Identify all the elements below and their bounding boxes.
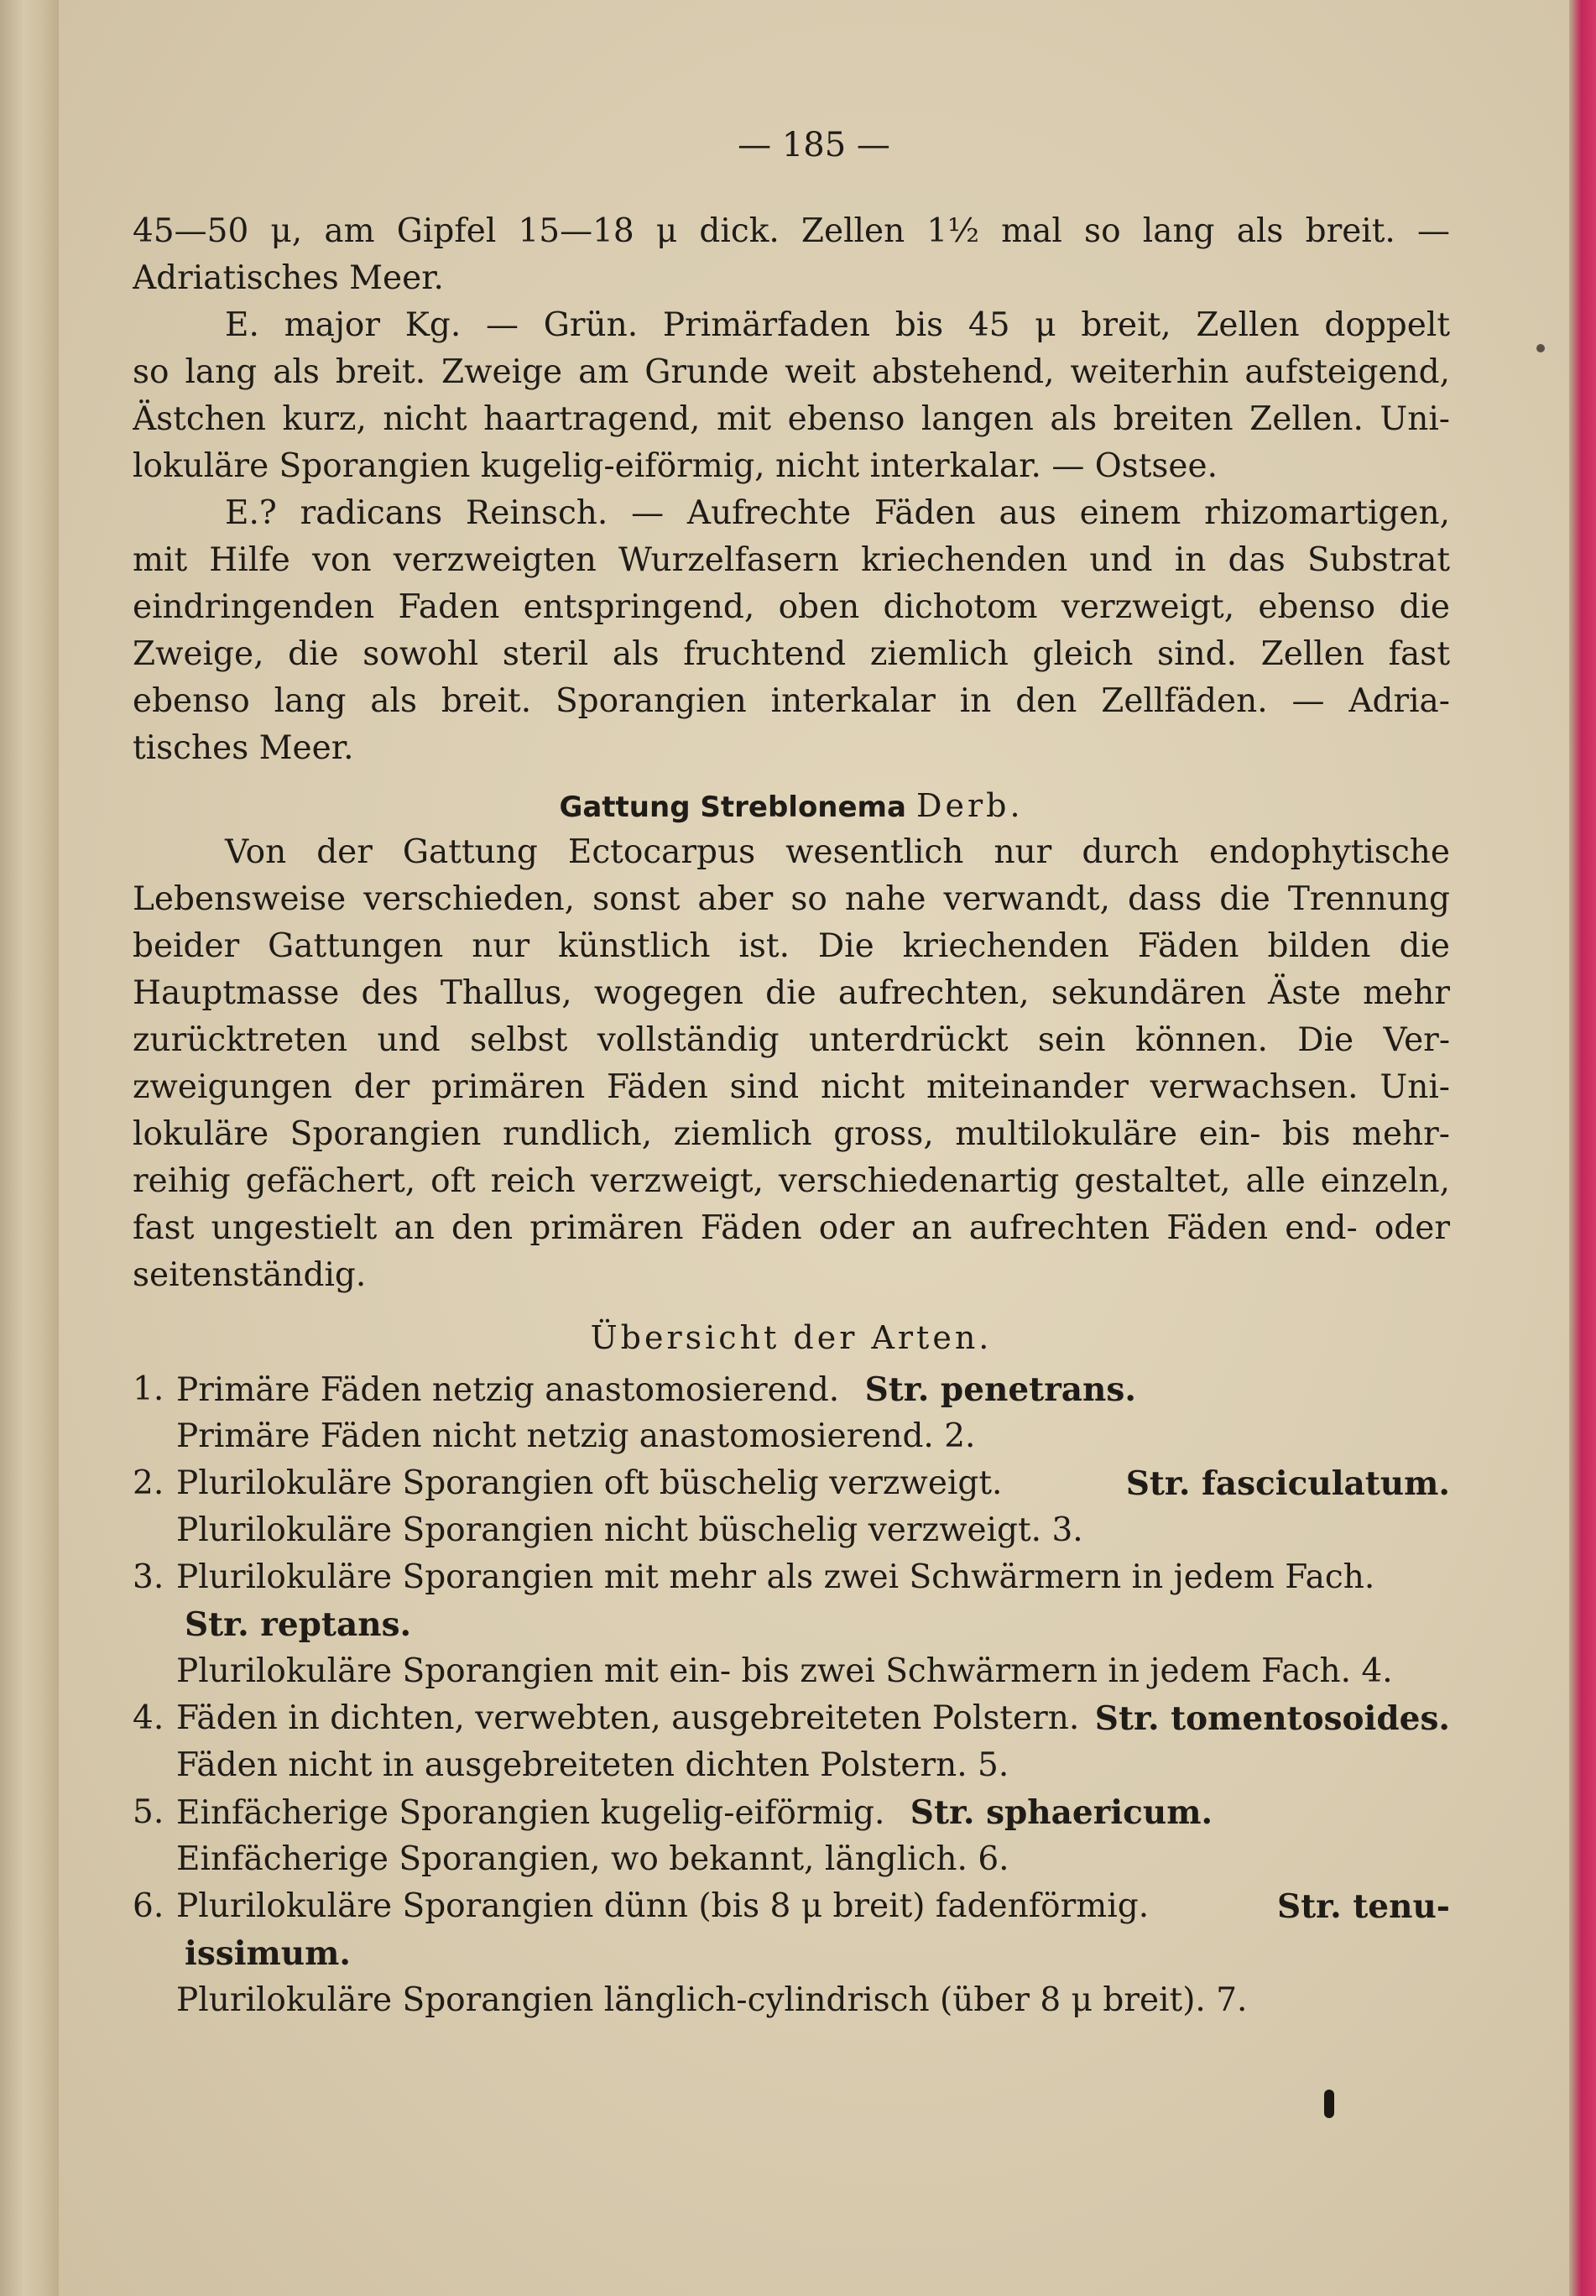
key-number: 4.: [133, 1699, 164, 1737]
key-text: Fäden in dichten, verwebten, ausgebreiteten Polstern.: [176, 1699, 1080, 1737]
book-page: [59, 0, 1569, 2296]
key-text-wrap: [176, 1789, 1450, 1837]
key-entry: [133, 1836, 1450, 1883]
text-line: so lang als breit. Zweige am Grunde weit abstehend, weiterhin aufsteigend,: [133, 353, 1450, 391]
species-name: Str. penetrans.: [864, 1370, 1136, 1409]
key-entry: [133, 1789, 1450, 1836]
key-text: Plurilokuläre Sporangien oft büschelig verzweigt.: [176, 1464, 1003, 1502]
species-name: Str. reptans.: [185, 1605, 412, 1644]
key-entry: [133, 1648, 1450, 1695]
key-entry: [133, 1742, 1450, 1789]
key-text-wrap: [176, 1695, 1450, 1742]
text-line: lokuläre Sporangien kugelig-eiförmig, nicht interkalar. — Ostsee.: [133, 447, 1218, 485]
species-name: Str. fasciculatum.: [1125, 1464, 1450, 1503]
key-text-wrap: [176, 1366, 1450, 1414]
text-line: Lebensweise verschieden, sonst aber so nahe verwandt, dass die Trennung: [133, 880, 1450, 918]
text-line: seitenständig.: [133, 1256, 367, 1294]
key-text: Fäden nicht in ausgebreiteten dichten Polstern. 5.: [176, 1746, 1009, 1784]
key-number: 6.: [133, 1887, 164, 1925]
ink-speck: [1536, 344, 1545, 352]
text-line: reihig gefächert, oft reich verzweigt, verschiedenartig gestaltet, alle einzeln,: [133, 1162, 1450, 1200]
text-line: mit Hilfe von verzweigten Wurzelfasern kriechenden und in das Substrat: [133, 541, 1450, 579]
species-name: Str. tenu-: [1276, 1887, 1450, 1926]
text-line: tisches Meer.: [133, 729, 354, 767]
text-line: Von der Gattung Ectocarpus wesentlich nur durch endophytische: [225, 833, 1450, 871]
text-line: ebenso lang als breit. Sporangien interkalar in den Zellfäden. — Adria-: [133, 682, 1450, 720]
text-line: lokuläre Sporangien rundlich, ziemlich gross, multilokuläre ein- bis mehr-: [133, 1115, 1450, 1153]
text-line: zweigungen der primären Fäden sind nicht miteinander verwachsen. Uni-: [133, 1068, 1450, 1106]
key-text: Plurilokuläre Sporangien dünn (bis 8 μ breit) fadenförmig.: [176, 1887, 1150, 1925]
key-text: Einfächerige Sporangien kugelig-eiförmig.: [176, 1794, 885, 1832]
key-text-wrap: [176, 1883, 1450, 1930]
text-line: beider Gattungen nur künstlich ist. Die kriechenden Fäden bilden die: [133, 927, 1450, 965]
key-text-wrap: [176, 1460, 1450, 1507]
book-spine: [0, 0, 59, 2296]
key-entry: [133, 1930, 1450, 1977]
text-line: E.? radicans Reinsch. — Aufrechte Fäden aus einem rhizomartigen,: [225, 494, 1450, 532]
page-content: [133, 208, 1450, 2024]
ink-blot: [1324, 2090, 1334, 2118]
key-text: Plurilokuläre Sporangien mit ein- bis zwei Schwärmern in jedem Fach. 4.: [176, 1652, 1393, 1690]
key-number: 2.: [133, 1464, 164, 1502]
text-line: E. major Kg. — Grün. Primärfaden bis 45 μ breit, Zellen doppelt: [225, 306, 1450, 344]
species-name: issimum.: [185, 1934, 352, 1973]
species-name: Str. tomentosoides.: [1094, 1699, 1450, 1738]
key-entry: [133, 1554, 1450, 1601]
key-entry: [133, 1883, 1450, 1930]
genus-heading: [133, 782, 1450, 829]
key-text: Plurilokuläre Sporangien länglich-cylindrisch (über 8 μ breit). 7.: [176, 1981, 1248, 2019]
genus-name: Gattung Streblonema: [559, 791, 906, 824]
page-number: — 185 —: [738, 126, 890, 164]
key-entry: [133, 1460, 1450, 1507]
key-text: Primäre Fäden netzig anastomosierend.: [176, 1371, 840, 1409]
text-line: Ästchen kurz, nicht haartragend, mit ebenso langen als breiten Zellen. Uni-: [133, 400, 1450, 438]
key-entry: [133, 1695, 1450, 1742]
key-entry: [133, 1507, 1450, 1554]
key-entry: [133, 1366, 1450, 1413]
key-text: Einfächerige Sporangien, wo bekannt, länglich. 6.: [176, 1840, 1009, 1878]
key-number: 3.: [133, 1558, 164, 1596]
genus-author: Derb.: [916, 787, 1024, 824]
key-text: Primäre Fäden nicht netzig anastomosierend. 2.: [176, 1417, 976, 1455]
text-line: 45—50 μ, am Gipfel 15—18 μ dick. Zellen 1½ mal so lang als breit. —: [133, 212, 1450, 250]
key-text: Plurilokuläre Sporangien mit mehr als zwei Schwärmern in jedem Fach.: [176, 1558, 1375, 1596]
text-line: fast ungestielt an den primären Fäden oder an aufrechten Fäden end- oder: [133, 1209, 1450, 1247]
species-name: Str. sphaericum.: [910, 1793, 1213, 1832]
page-edge: [1569, 0, 1596, 2296]
key-entry: [133, 1977, 1450, 2024]
key-number: 1.: [133, 1370, 164, 1408]
key-entry: [133, 1413, 1450, 1460]
key-heading: Übersicht der Arten.: [590, 1319, 993, 1356]
key-number: 5.: [133, 1793, 164, 1831]
key-text: Plurilokuläre Sporangien nicht büschelig verzweigt. 3.: [176, 1511, 1083, 1549]
key-entry: [133, 1601, 1450, 1648]
text-line: Hauptmasse des Thallus, wogegen die aufrechten, sekundären Äste mehr: [133, 974, 1450, 1012]
text-line: Zweige, die sowohl steril als fruchtend ziemlich gleich sind. Zellen fast: [133, 635, 1450, 673]
text-line: zurücktreten und selbst vollständig unterdrückt sein können. Die Ver-: [133, 1021, 1450, 1059]
text-line: eindringenden Faden entspringend, oben dichotom verzweigt, ebenso die: [133, 588, 1450, 626]
text-line: Adriatisches Meer.: [133, 259, 444, 297]
